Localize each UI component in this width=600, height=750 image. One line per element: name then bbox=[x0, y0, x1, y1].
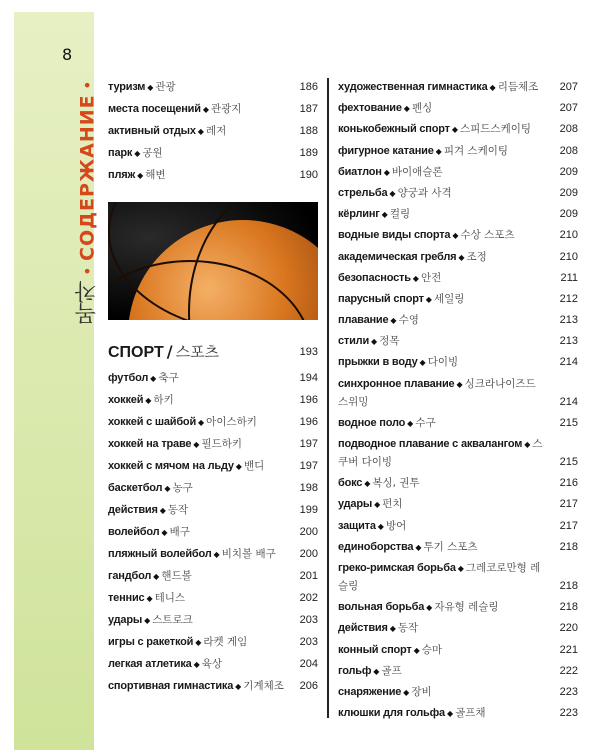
diamond-separator-icon: ◆ bbox=[193, 660, 200, 669]
entry-russian: баскетбол bbox=[108, 482, 163, 494]
right-list bbox=[338, 78, 578, 722]
basketball-photo bbox=[108, 202, 318, 320]
toc-entry[interactable] bbox=[338, 414, 578, 432]
entry-page-number: 221 bbox=[559, 643, 578, 656]
toc-entry[interactable] bbox=[338, 332, 578, 350]
entry-korean: 펀치 bbox=[382, 498, 403, 511]
entry-page-number: 217 bbox=[559, 519, 578, 532]
entry-korean: 관광 bbox=[155, 81, 176, 93]
toc-entry[interactable] bbox=[108, 457, 318, 475]
diamond-separator-icon: ◆ bbox=[407, 418, 414, 428]
toc-entry[interactable] bbox=[338, 205, 578, 223]
diamond-separator-icon: ◆ bbox=[164, 484, 171, 493]
toc-entry[interactable] bbox=[338, 269, 578, 287]
section-heading-page: 193 bbox=[299, 346, 318, 358]
diamond-separator-icon: ◆ bbox=[458, 252, 465, 262]
entry-korean: 스쿠버 다이빙 bbox=[338, 438, 543, 468]
diamond-separator-icon: ◆ bbox=[235, 462, 242, 471]
entry-page-number: 208 bbox=[559, 144, 578, 157]
toc-entry[interactable] bbox=[108, 501, 318, 519]
section-heading-korean: 스포츠 bbox=[175, 343, 220, 361]
section-heading-slash: / bbox=[166, 342, 173, 361]
entry-russian: гандбол bbox=[108, 570, 152, 582]
entry-page-number: 218 bbox=[559, 540, 578, 553]
entry-korean: 밴디 bbox=[243, 460, 265, 472]
diamond-separator-icon: ◆ bbox=[161, 528, 168, 537]
entry-page-number: 218 bbox=[559, 579, 578, 592]
left-bottom-list bbox=[108, 369, 318, 695]
entry-russian: волейбол bbox=[108, 526, 160, 538]
entry-russian: кёрлинг bbox=[338, 208, 380, 221]
entry-page-number: 210 bbox=[559, 229, 578, 242]
entry-page-number: 208 bbox=[559, 123, 578, 136]
toc-entry[interactable] bbox=[108, 122, 318, 140]
toc-entry[interactable] bbox=[108, 633, 318, 651]
entry-korean: 동작 bbox=[167, 504, 189, 516]
side-band-top-gap bbox=[14, 0, 94, 12]
left-column bbox=[108, 78, 318, 699]
entry-korean: 테니스 bbox=[154, 592, 186, 604]
toc-entry[interactable] bbox=[338, 619, 578, 637]
diamond-separator-icon: ◆ bbox=[451, 125, 458, 135]
toc-entry[interactable] bbox=[108, 523, 318, 541]
toc-entry[interactable] bbox=[338, 559, 578, 595]
diamond-separator-icon: ◆ bbox=[146, 594, 153, 603]
entry-page-number: 200 bbox=[299, 526, 318, 538]
entry-russian: туризм bbox=[108, 81, 146, 93]
entry-russian: парусный спорт bbox=[338, 292, 424, 305]
entry-page-number: 210 bbox=[559, 250, 578, 263]
entry-page-number: 212 bbox=[559, 292, 578, 305]
diamond-separator-icon: ◆ bbox=[159, 506, 166, 515]
toc-entry[interactable] bbox=[338, 311, 578, 329]
toc-entry[interactable] bbox=[338, 226, 578, 244]
entry-russian: действия bbox=[108, 504, 158, 516]
entry-russian: футбол bbox=[108, 372, 149, 384]
diamond-separator-icon: ◆ bbox=[446, 709, 454, 719]
diamond-separator-icon: ◆ bbox=[489, 83, 496, 92]
entry-korean: 배구 bbox=[169, 526, 190, 538]
diamond-separator-icon: ◆ bbox=[373, 666, 380, 676]
entry-page-number: 196 bbox=[299, 416, 318, 428]
entry-korean: 비치볼 배구 bbox=[221, 548, 276, 560]
entry-korean: 관광지 bbox=[210, 103, 242, 115]
entry-korean: 기계체조 bbox=[243, 680, 284, 692]
entry-russian: греко-римская борьба bbox=[338, 561, 456, 574]
entry-russian: подводное плавание с аквалангом bbox=[338, 438, 523, 450]
entry-russian: конный спорт bbox=[338, 643, 412, 656]
diamond-separator-icon: ◆ bbox=[426, 603, 433, 613]
entry-page-number: 223 bbox=[559, 685, 578, 698]
entry-russian: бокс bbox=[338, 477, 363, 490]
toc-entry[interactable] bbox=[338, 435, 578, 471]
entry-page-number: 199 bbox=[299, 504, 318, 516]
entry-page-number: 213 bbox=[559, 314, 578, 327]
entry-korean: 해변 bbox=[145, 169, 166, 181]
entry-korean: 농구 bbox=[172, 482, 193, 494]
entry-korean: 골프 bbox=[381, 664, 402, 677]
entry-korean: 펜싱 bbox=[411, 102, 433, 115]
entry-korean: 피겨 스케이팅 bbox=[443, 144, 509, 157]
entry-korean: 레저 bbox=[205, 125, 227, 137]
entry-page-number: 222 bbox=[559, 664, 578, 677]
entry-page-number: 204 bbox=[299, 658, 318, 670]
entry-page-number: 206 bbox=[299, 680, 318, 692]
entry-russian: теннис bbox=[108, 592, 145, 604]
entry-korean: 축구 bbox=[158, 372, 179, 384]
entry-korean: 세일링 bbox=[433, 292, 465, 305]
toc-entry[interactable] bbox=[338, 641, 578, 659]
toc-entry[interactable] bbox=[108, 144, 318, 162]
section-heading-russian: СПОРТ bbox=[108, 344, 164, 361]
diamond-separator-icon: ◆ bbox=[403, 104, 410, 114]
entry-korean: 공원 bbox=[142, 147, 163, 159]
entry-page-number: 200 bbox=[299, 548, 318, 560]
entry-korean: 아이스하키 bbox=[206, 416, 257, 428]
entry-page-number: 202 bbox=[299, 592, 318, 604]
section-heading-sport[interactable] bbox=[108, 342, 318, 363]
toc-entry[interactable] bbox=[108, 611, 318, 629]
entry-page-number: 223 bbox=[559, 707, 578, 720]
entry-korean: 투기 스포츠 bbox=[423, 540, 478, 553]
entry-russian: снаряжение bbox=[338, 685, 402, 698]
entry-korean: 조정 bbox=[466, 250, 487, 263]
column-divider bbox=[327, 78, 329, 718]
diamond-separator-icon: ◆ bbox=[195, 638, 202, 647]
diamond-separator-icon: ◆ bbox=[153, 572, 160, 581]
toc-entry[interactable] bbox=[108, 369, 318, 387]
diamond-separator-icon: ◆ bbox=[374, 500, 381, 510]
entry-page-number: 220 bbox=[559, 622, 578, 635]
entry-korean: 하키 bbox=[153, 394, 174, 406]
entry-page-number: 187 bbox=[299, 103, 318, 115]
entry-page-number: 209 bbox=[559, 165, 578, 178]
toc-entry[interactable] bbox=[338, 704, 578, 722]
entry-page-number: 194 bbox=[299, 372, 318, 384]
entry-korean: 방어 bbox=[385, 519, 407, 532]
entry-page-number: 186 bbox=[299, 81, 318, 93]
entry-russian: активный отдых bbox=[108, 125, 196, 137]
entry-page-number: 209 bbox=[559, 208, 578, 221]
entry-russian: хоккей bbox=[108, 394, 144, 406]
entry-korean: 동작 bbox=[397, 622, 419, 635]
entry-russian: фигурное катание bbox=[338, 144, 434, 157]
diamond-separator-icon: ◆ bbox=[144, 616, 151, 625]
diamond-separator-icon: ◆ bbox=[134, 149, 141, 158]
toc-entry[interactable] bbox=[108, 589, 318, 607]
entry-korean: 수영 bbox=[398, 314, 419, 327]
toc-entry[interactable] bbox=[338, 474, 578, 492]
entry-page-number: 198 bbox=[299, 482, 318, 494]
diamond-separator-icon: ◆ bbox=[364, 479, 371, 489]
entry-korean: 승마 bbox=[421, 643, 443, 656]
entry-page-number: 209 bbox=[559, 186, 578, 199]
entry-russian: плавание bbox=[338, 314, 389, 327]
entry-russian: хоккей на траве bbox=[108, 438, 192, 450]
basketball-image bbox=[128, 220, 318, 320]
diamond-separator-icon: ◆ bbox=[377, 521, 384, 531]
diamond-separator-icon: ◆ bbox=[457, 563, 464, 573]
entry-russian: водные виды спорта bbox=[338, 229, 451, 242]
toc-entry[interactable] bbox=[338, 598, 578, 616]
vertical-title-russian: СОДЕРЖАНИЕ bbox=[76, 94, 99, 262]
diamond-separator-icon: ◆ bbox=[389, 188, 396, 198]
toc-entry[interactable] bbox=[338, 99, 578, 117]
entry-russian: легкая атлетика bbox=[108, 658, 192, 670]
entry-page-number: 197 bbox=[299, 460, 318, 472]
entry-korean: 라켓 게임 bbox=[203, 636, 248, 648]
diamond-separator-icon: ◆ bbox=[371, 337, 378, 347]
toc-entry[interactable] bbox=[108, 78, 318, 96]
entry-page-number: 218 bbox=[559, 601, 578, 614]
entry-korean: 다이빙 bbox=[427, 356, 459, 369]
entry-russian: клюшки для гольфа bbox=[338, 707, 445, 720]
entry-russian: вольная борьба bbox=[338, 601, 425, 614]
entry-korean: 스트로크 bbox=[152, 614, 193, 626]
entry-korean: 그레코로만형 레슬링 bbox=[338, 561, 541, 592]
entry-russian: фехтование bbox=[338, 102, 402, 115]
toc-entry[interactable] bbox=[338, 683, 578, 701]
diamond-separator-icon: ◆ bbox=[150, 374, 157, 383]
entry-page-number: 211 bbox=[560, 271, 578, 284]
diamond-separator-icon: ◆ bbox=[413, 645, 420, 655]
page-number: 8 bbox=[62, 45, 73, 64]
entry-page-number: 188 bbox=[299, 125, 318, 137]
entry-page-number: 217 bbox=[559, 498, 578, 511]
entry-page-number: 189 bbox=[299, 147, 318, 159]
vertical-section-title bbox=[72, 80, 103, 325]
entry-russian: художественная гимнастика bbox=[338, 81, 488, 93]
entry-russian: хоккей с мячом на льду bbox=[108, 460, 234, 472]
diamond-separator-icon: ◆ bbox=[145, 396, 152, 405]
entry-russian: гольф bbox=[338, 664, 372, 677]
toc-entry[interactable] bbox=[108, 677, 318, 695]
toc-entry[interactable] bbox=[338, 290, 578, 308]
toc-entry[interactable] bbox=[338, 517, 578, 535]
diamond-separator-icon: ◆ bbox=[415, 542, 422, 552]
diamond-separator-icon: ◆ bbox=[452, 231, 459, 241]
entry-russian: конькобежный спорт bbox=[338, 123, 450, 136]
entry-korean: 수상 스포츠 bbox=[460, 229, 515, 242]
entry-russian: хоккей с шайбой bbox=[108, 416, 197, 428]
diamond-separator-icon: ◆ bbox=[202, 105, 209, 114]
entry-russian: биатлон bbox=[338, 165, 382, 178]
toc-entry[interactable] bbox=[338, 538, 578, 556]
diamond-separator-icon: ◆ bbox=[137, 171, 144, 180]
toc-entry[interactable] bbox=[338, 120, 578, 138]
entry-russian: прыжки в воду bbox=[338, 356, 418, 369]
entry-korean: 골프채 bbox=[455, 707, 486, 720]
entry-korean: 리듬체조 bbox=[497, 81, 539, 93]
diamond-separator-icon: ◆ bbox=[381, 210, 388, 220]
bullet-dot-icon: • bbox=[78, 261, 97, 281]
toc-entry[interactable] bbox=[338, 184, 578, 202]
entry-page-number: 215 bbox=[559, 456, 578, 468]
diamond-separator-icon: ◆ bbox=[198, 418, 205, 427]
entry-korean: 컬링 bbox=[389, 208, 411, 221]
toc-entry[interactable] bbox=[108, 655, 318, 673]
entry-page-number: 201 bbox=[299, 570, 318, 582]
diamond-separator-icon: ◆ bbox=[389, 624, 396, 634]
entry-page-number: 203 bbox=[299, 636, 318, 648]
entry-korean: 육상 bbox=[201, 658, 223, 670]
toc-entry[interactable] bbox=[338, 142, 578, 160]
entry-korean: 핸드볼 bbox=[161, 570, 192, 582]
toc-entry[interactable] bbox=[108, 413, 318, 431]
toc-entry[interactable] bbox=[108, 479, 318, 497]
toc-entry[interactable] bbox=[108, 166, 318, 184]
entry-russian: парк bbox=[108, 147, 133, 159]
toc-entry[interactable] bbox=[338, 248, 578, 266]
diamond-separator-icon: ◆ bbox=[197, 127, 204, 136]
diamond-separator-icon: ◆ bbox=[524, 440, 531, 449]
entry-russian: удары bbox=[338, 498, 373, 511]
left-top-list bbox=[108, 78, 318, 184]
entry-page-number: 214 bbox=[559, 356, 578, 369]
entry-russian: удары bbox=[108, 614, 143, 626]
entry-korean: 자유형 레슬링 bbox=[434, 601, 499, 614]
entry-page-number: 207 bbox=[559, 102, 578, 115]
entry-page-number: 214 bbox=[559, 395, 578, 408]
right-column bbox=[338, 78, 578, 725]
entry-russian: синхронное плавание bbox=[338, 377, 455, 390]
diamond-separator-icon: ◆ bbox=[412, 273, 419, 283]
vertical-title-korean: 목차 bbox=[75, 280, 100, 325]
entry-russian: игры с ракеткой bbox=[108, 636, 194, 648]
entry-russian: защита bbox=[338, 519, 376, 532]
diamond-separator-icon: ◆ bbox=[403, 687, 410, 697]
diamond-separator-icon: ◆ bbox=[147, 83, 154, 92]
entry-korean: 바이애슬론 bbox=[391, 165, 443, 178]
toc-entry[interactable] bbox=[108, 435, 318, 453]
toc-entry[interactable] bbox=[338, 495, 578, 513]
entry-korean: 장비 bbox=[411, 685, 432, 698]
toc-entry[interactable] bbox=[338, 353, 578, 371]
toc-entry[interactable] bbox=[338, 163, 578, 181]
entry-russian: пляжный волейбол bbox=[108, 548, 212, 560]
entry-page-number: 207 bbox=[559, 81, 578, 93]
toc-entry[interactable] bbox=[108, 545, 318, 563]
toc-entry[interactable] bbox=[338, 662, 578, 680]
toc-entry[interactable] bbox=[108, 567, 318, 585]
diamond-separator-icon: ◆ bbox=[383, 167, 390, 177]
diamond-separator-icon: ◆ bbox=[435, 146, 442, 156]
entry-russian: стрельба bbox=[338, 186, 388, 199]
entry-russian: водное поло bbox=[338, 416, 406, 429]
toc-entry[interactable] bbox=[338, 78, 578, 96]
entry-russian: действия bbox=[338, 622, 388, 635]
entry-russian: спортивная гимнастика bbox=[108, 680, 234, 692]
toc-entry[interactable] bbox=[108, 391, 318, 409]
diamond-separator-icon: ◆ bbox=[419, 358, 426, 368]
entry-russian: пляж bbox=[108, 169, 136, 181]
bullet-dot-icon: • bbox=[78, 80, 97, 95]
entry-russian: стили bbox=[338, 335, 370, 348]
entry-russian: единоборства bbox=[338, 540, 414, 553]
diamond-separator-icon: ◆ bbox=[456, 379, 463, 389]
entry-page-number: 203 bbox=[299, 614, 318, 626]
entry-korean: 정목 bbox=[379, 335, 400, 348]
entry-page-number: 196 bbox=[299, 394, 318, 406]
toc-entry[interactable] bbox=[338, 375, 578, 411]
diamond-separator-icon: ◆ bbox=[235, 682, 242, 691]
diamond-separator-icon: ◆ bbox=[425, 294, 432, 304]
entry-korean: 필드하키 bbox=[201, 438, 243, 450]
entry-page-number: 215 bbox=[559, 416, 578, 429]
diamond-separator-icon: ◆ bbox=[213, 550, 220, 559]
entry-page-number: 197 bbox=[299, 438, 318, 450]
entry-page-number: 190 bbox=[299, 169, 318, 181]
entry-russian: академическая гребля bbox=[338, 250, 457, 263]
entry-korean: 복싱, 권투 bbox=[372, 477, 420, 490]
entry-korean: 스피드스케이팅 bbox=[460, 123, 532, 136]
entry-page-number: 216 bbox=[559, 477, 578, 490]
entry-korean: 양궁과 사격 bbox=[397, 186, 452, 199]
entry-page-number: 213 bbox=[559, 335, 578, 348]
entry-korean: 안전 bbox=[420, 271, 442, 284]
entry-korean: 수구 bbox=[415, 416, 436, 429]
entry-russian: места посещений bbox=[108, 103, 201, 115]
diamond-separator-icon: ◆ bbox=[193, 440, 200, 449]
toc-entry[interactable] bbox=[108, 100, 318, 118]
entry-russian: безопасность bbox=[338, 271, 411, 284]
diamond-separator-icon: ◆ bbox=[390, 316, 397, 326]
entry-korean: 싱크라나이즈드 스위밍 bbox=[338, 377, 536, 408]
